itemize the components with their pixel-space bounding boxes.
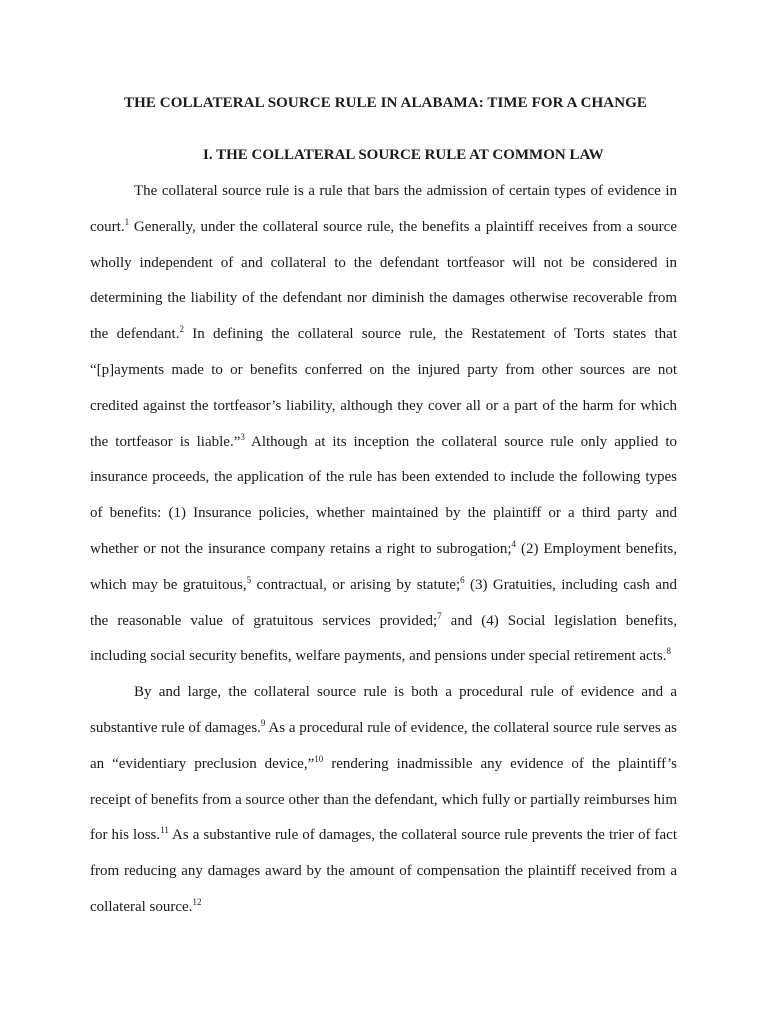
footnote-reference: 2 [179,324,184,335]
footnote-reference: 7 [437,610,442,621]
paragraph [90,675,677,926]
footnote-reference: 9 [260,717,266,728]
paragraph-text: contractual, or arising by statute; [251,576,461,593]
paragraph-text: Generally, under the collateral source rule, the benefits a plaintiff receives from a source wholly independent of and collateral to the defendant tortfeasor will not be considered in determining the liability of the defendant nor diminish the damages otherwise recoverable from the defendant. [90,218,677,343]
footnote-reference: 11 [160,825,169,836]
paragraph-text: rendering inadmissible any evidence of the plaintiff’s receipt of benefits from a source other than the defendant, which fully or partially reimburses him for his loss. [90,755,677,844]
footnote-reference: 12 [192,896,202,907]
paragraph-text: By and large, the collateral source rule is both a procedural rule of evidence and a substantive rule of damages. [90,684,677,736]
paragraph-text: As a procedural rule of evidence, the collateral source rule serves as an “evidentiary preclusion device,” [90,719,677,772]
paragraph-text: and (4) Social legislation benefits, including social security benefits, welfare payments, and pensions under special retirement acts. [90,612,677,665]
section-heading: I. THE COLLATERAL SOURCE RULE AT COMMON LAW [203,147,604,163]
paragraph-text: (3) Gratuities, including cash and the reasonable value of gratuitous services provided; [90,576,677,629]
footnote-reference: 8 [666,646,671,657]
paragraph-text: The collateral source rule is a rule that bars the admission of certain types of evidence in court. [90,183,677,235]
footnote-reference: 10 [314,753,324,764]
paragraph-text: In defining the collateral source rule, the Restatement of Torts states that “[p]ayments made to or benefits conferred on the injured party from other sources are not credited against the tortfeasor’s liability, although they cover all or a part of the harm for which the tortfeasor is liable.” [90,326,677,450]
footnote-reference: 5 [246,574,252,585]
paragraph-text: (2) Employment benefits, which may be gratuitous, [90,540,678,593]
paragraph-text: As a substantive rule of damages, the collateral source rule prevents the trier of fact from reducing any damages award by the amount of compensation the plaintiff received from a collateral source. [90,827,677,915]
paragraph [90,174,677,675]
footnote-reference: 1 [124,216,130,227]
body-text [90,174,677,926]
paragraph-text: Although at its inception the collateral source rule only applied to insurance proceeds, the application of the rule has been extended to include the following types of benefits: (1) Insurance policies, whether maintained by the plaintiff or a third party and whether or not the insurance company retains a right to subrogation; [90,433,678,557]
footnote-reference: 3 [240,431,245,442]
document-title: THE COLLATERAL SOURCE RULE IN ALABAMA: TIME FOR A CHANGE [123,95,648,111]
footnote-reference: 4 [511,538,517,549]
footnote-reference: 6 [460,574,465,585]
